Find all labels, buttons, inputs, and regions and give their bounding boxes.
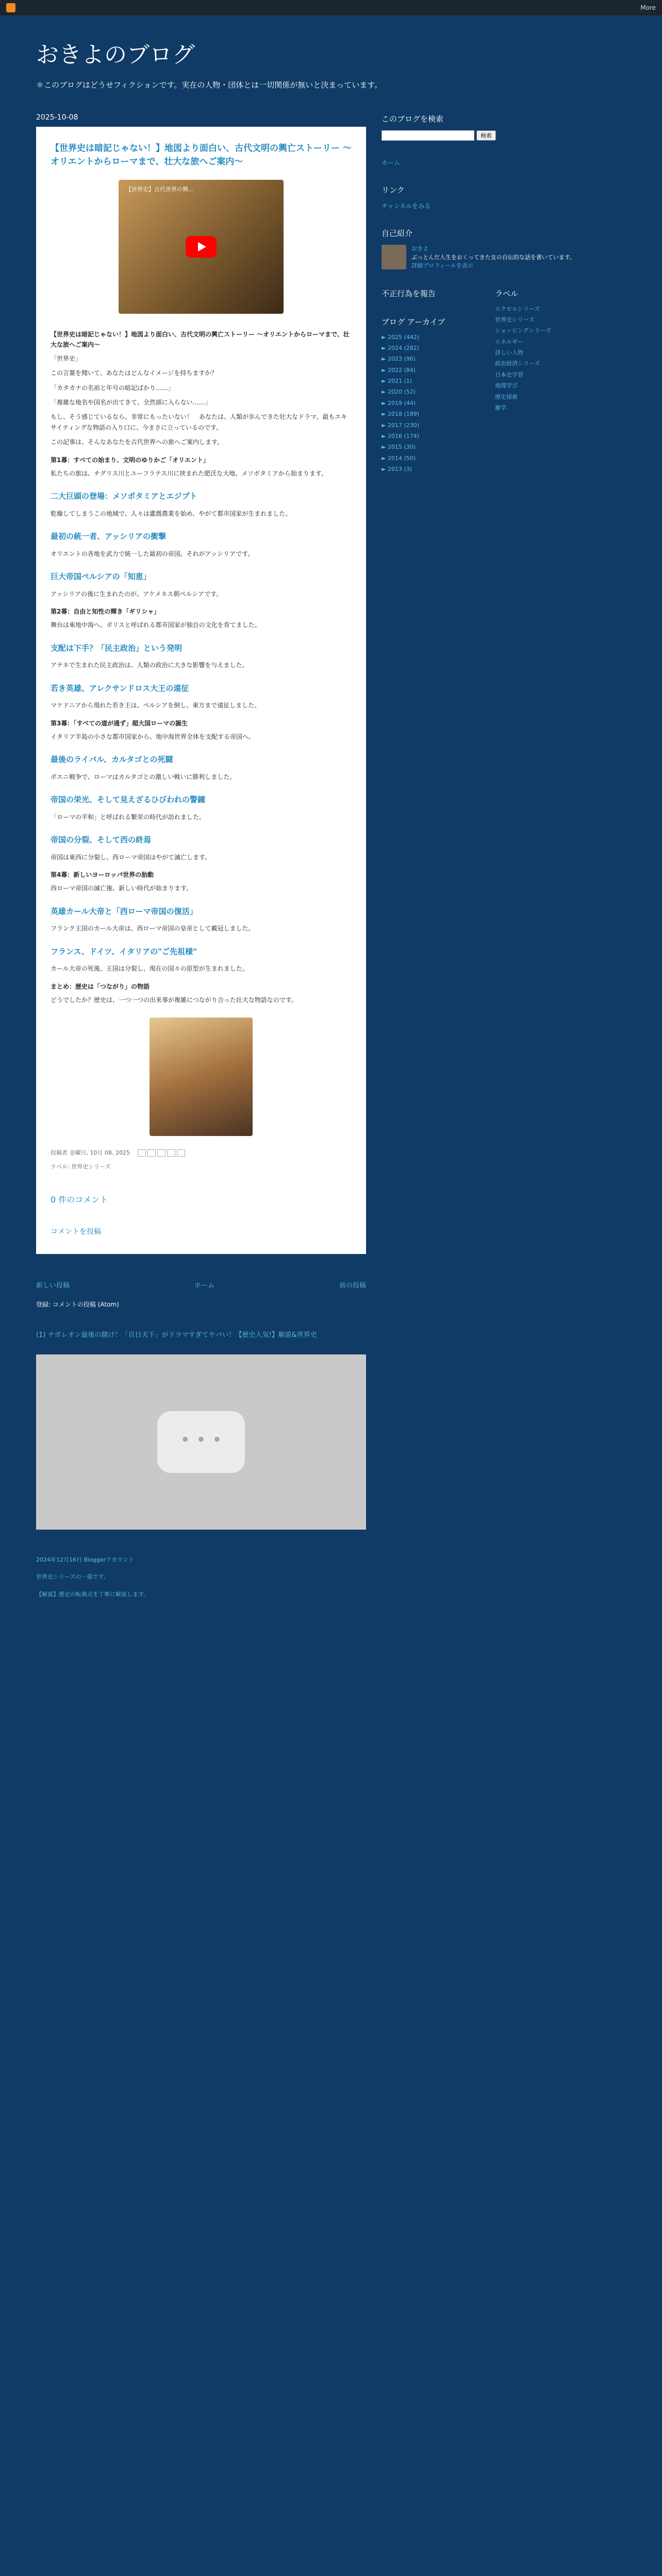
intro-paragraph: 「複雑な地名や国名が出てきて、全然頭に入らない……」 [51, 398, 211, 406]
bottom-text-item[interactable]: 【解説】歴史の転換点を丁寧に解説します。 [36, 1590, 150, 1598]
section-heading: 第1幕：すべての始まり、文明のゆりかご「オリエント」 [51, 456, 209, 464]
intro-paragraph: この記事は、そんなあなたを古代世界への旅へご案内します。 [51, 438, 224, 446]
search-widget-title: このブログを検索 [382, 114, 444, 124]
blog-description: ＊このブログはどうせフィクションです。実在の人物・団体とは一切関係が無いと決まっています。 [36, 80, 383, 90]
section-heading: 帝国の分裂、そして西の終焉 [51, 835, 152, 845]
blog-header [0, 15, 662, 103]
x-share-icon[interactable] [157, 1149, 166, 1157]
section-paragraph: 私たちの旅は、チグリス川とユーフラテス川に挟まれた肥沃な大地、メソポタミアから始まります。 [51, 469, 327, 477]
section-heading: 第3幕：「すべての道が通ず」超大国ローマの誕生 [51, 719, 188, 727]
archive-widget [382, 316, 485, 473]
section-paragraph: どうでしたか？歴史は、一つ一つの出来事が複雑につながり合った壮大な物語なのです。 [51, 996, 297, 1004]
share-buttons [138, 1149, 185, 1157]
illustration-image [150, 1018, 253, 1136]
archive-year-link[interactable]: ► 2023 (96) [382, 355, 416, 363]
archive-title: ブログ アーカイブ [382, 317, 445, 327]
post-footer [51, 1148, 352, 1172]
archive-year-link[interactable]: ► 2021 (1) [382, 378, 412, 385]
section-heading: 帝国の栄光、そして見えざるひびわれの警鐘 [51, 795, 206, 805]
section-paragraph: アッシリアの後に生まれたのが、アケメネス朝ペルシアです。 [51, 590, 223, 598]
section-paragraph: ポエニ戦争で、ローマはカルタゴとの激しい戦いに勝利しました。 [51, 773, 236, 781]
section-heading: 最後のライバル、カルタゴとの死闘 [51, 755, 173, 765]
archive-year-link[interactable]: ► 2022 (84) [382, 366, 416, 374]
intro-paragraph: 「世界史」 [51, 354, 82, 362]
section-paragraph: 帝国は東西に分裂し、西ローマ帝国はやがて滅亡します。 [51, 853, 211, 861]
play-button-icon[interactable] [186, 236, 217, 258]
links-widget-title: リンク [382, 185, 405, 195]
newer-post-link[interactable]: 新しい投稿 [36, 1281, 70, 1290]
section-paragraph: オリエントの各地を武力で統一した最初の帝国、それがアッシリアです。 [51, 550, 254, 557]
profile-link[interactable]: 詳細プロフィールを表示 [411, 262, 473, 269]
section-paragraph: カール大帝の死後、王国は分裂し、現在の国々の原型が生まれました。 [51, 965, 249, 973]
profile-widget-title: 自己紹介 [382, 229, 413, 238]
section-heading: 英雄カール大帝と「西ローマ帝国の復活」 [51, 906, 197, 916]
label-link[interactable]: 世界史シリーズ [495, 316, 535, 323]
email-share-icon[interactable] [138, 1149, 146, 1157]
subscribe-line[interactable]: 登録: コメントの投稿 (Atom) [36, 1300, 119, 1308]
archive-year-link[interactable]: ► 2013 (3) [382, 466, 412, 473]
section-paragraph: 乾燥してしまうこの地域で、人々は灌漑農業を始め、やがて都市国家が生まれました。 [51, 510, 292, 517]
pinterest-share-icon[interactable] [177, 1149, 185, 1157]
intro-paragraph: 「カタカナの名前と年号の暗記ばかり……」 [51, 384, 175, 392]
labels-widget [495, 288, 598, 412]
search-input[interactable] [382, 130, 474, 141]
post-sections [51, 455, 352, 1006]
label-link[interactable]: 詳しい人物 [495, 349, 523, 357]
navbar-more-link[interactable]: More [640, 4, 656, 11]
search-button[interactable]: 検索 [476, 130, 496, 141]
report-abuse-widget [382, 288, 485, 299]
label-link[interactable]: エネルギー [495, 338, 523, 345]
channel-link[interactable]: チャンネルをみる [382, 202, 431, 210]
avatar[interactable] [382, 245, 406, 269]
sidebar [382, 103, 603, 1329]
section-heading: 第4幕：新しいヨーロッパ世界の胎動 [51, 871, 154, 878]
section-heading: 二大巨頭の登場：メソポタミアとエジプト [51, 492, 197, 501]
section-paragraph: イタリア半島の小さな都市国家から、地中海世界全体を支配する帝国へ。 [51, 733, 255, 740]
post-title[interactable]: 【世界史は暗記じゃない！】地図より面白い、古代文明の興亡ストーリー ～オリエントからローマまで、壮大な旅へご案内～ [51, 143, 352, 167]
archive-year-link[interactable]: ► 2019 (44) [382, 399, 416, 406]
post-comment-link[interactable]: コメントを投稿 [51, 1227, 101, 1236]
bottom-video-embed[interactable] [36, 1354, 366, 1530]
label-link[interactable]: 地理学び [495, 382, 518, 389]
blog-share-icon[interactable] [147, 1149, 156, 1157]
archive-year-link[interactable]: ► 2025 (442) [382, 333, 420, 341]
profile-widget [382, 228, 603, 270]
blogger-navbar [0, 0, 662, 15]
intro-paragraph: この言葉を聞いて、あなたはどんなイメージを持ちますか？ [51, 369, 218, 377]
label-link[interactable]: 政治経済シリーズ [495, 360, 540, 367]
archive-list [382, 333, 485, 473]
label-link[interactable]: エクセルシリーズ [495, 305, 540, 312]
post-intro [51, 353, 352, 448]
facebook-share-icon[interactable] [167, 1149, 175, 1157]
video-placeholder-icon [157, 1411, 245, 1473]
post-subtitle: 【世界史は暗記じゃない！】地図より面白い、古代文明の興亡ストーリー ～オリエントからローマまで、壮大な旅へご案内～ [51, 331, 350, 349]
label-link[interactable]: 日本史学習 [495, 371, 523, 378]
profile-text: ぶっとんだ人生をおくってきた女の自伝的な話を書いています。 [411, 253, 575, 261]
youtube-embed[interactable] [119, 180, 284, 314]
section-paragraph: 「ローマの平和」と呼ばれる繁栄の時代が訪れました。 [51, 813, 206, 821]
bottom-video-title[interactable]: (1) ナポレオン最後の賭け！「百日天下」がドラマすぎてヤバい！【歴史人気!】解説&世界史 [36, 1331, 317, 1339]
post-date: 2025-10-08 [36, 113, 78, 122]
archive-year-link[interactable]: ► 2024 (282) [382, 344, 420, 351]
post-labels[interactable]: ラベル: 世界史シリーズ [51, 1163, 111, 1171]
section-heading: 最初の統一者、アッシリアの衝撃 [51, 532, 166, 541]
section-paragraph: アテネで生まれた民主政治は、人類の政治に大きな影響を与えました。 [51, 662, 249, 669]
video-title[interactable]: 【世界史】古代世界の興... [126, 186, 194, 193]
sidebar-home-link[interactable]: ホーム [382, 159, 401, 166]
blog-title[interactable]: おきよのブログ [36, 42, 195, 68]
home-link[interactable]: ホーム [194, 1281, 214, 1290]
archive-year-link[interactable]: ► 2015 (30) [382, 444, 416, 451]
label-link[interactable]: 歴史探索 [495, 393, 518, 400]
section-paragraph: フランク王国のカール大帝は、西ローマ帝国の皇帝として戴冠しました。 [51, 925, 255, 933]
blogger-logo-icon[interactable] [6, 3, 15, 12]
section-heading: 若き英雄、アレクサンドロス大王の遠征 [51, 683, 189, 693]
label-link[interactable]: ショッピングシリーズ [495, 327, 552, 334]
blog-pager [36, 1280, 366, 1290]
label-link[interactable]: 雑学 [495, 404, 506, 412]
intro-paragraph: もし、そう感じているなら、非常にもったいない！ あなたは、人類が歩んできた壮大なドラマ、最もエキサイティングな物語の入り口に、今まさに立っているのです。 [51, 413, 347, 431]
labels-widget-title: ラベル [495, 289, 519, 298]
bottom-section [0, 1329, 662, 1599]
section-paragraph: 舞台は東地中海へ。ポリスと呼ばれる都市国家が独自の文化を育てました。 [51, 621, 261, 629]
archive-year-link[interactable]: ► 2014 (50) [382, 454, 416, 462]
section-heading: フランス、ドイツ、イタリアの"ご先祖様" [51, 946, 197, 956]
bottom-text-item[interactable]: 2024年12月16日 Bloggerアカウント [36, 1556, 134, 1563]
older-post-link[interactable]: 前の投稿 [339, 1281, 366, 1290]
section-heading: 支配は下手？「民主政治」という発明 [51, 643, 183, 653]
bottom-text-list [36, 1555, 366, 1599]
archive-year-link[interactable]: ► 2016 (174) [382, 433, 420, 440]
bottom-text-item[interactable]: 世界史シリーズの一部です。 [36, 1573, 109, 1581]
archive-year-link[interactable]: ► 2020 (52) [382, 388, 416, 396]
post-author-date[interactable]: 投稿者 金曜日, 10月 08, 2025 [51, 1149, 130, 1157]
links-widget [382, 184, 603, 210]
section-paragraph: 西ローマ帝国の滅亡後、新しい時代が始まります。 [51, 885, 193, 892]
home-widget [382, 158, 603, 167]
section-heading: まとめ：歴史は「つながり」の物語 [51, 982, 150, 990]
search-widget [382, 113, 603, 141]
main-column [36, 103, 366, 1329]
profile-name[interactable]: おきよ [411, 245, 428, 252]
comments-heading: 0 件のコメント [51, 1194, 108, 1205]
archive-year-link[interactable]: ► 2018 (189) [382, 411, 420, 418]
report-abuse-title[interactable]: 不正行為を報告 [382, 289, 436, 298]
blog-post [36, 127, 366, 1254]
archive-year-link[interactable]: ► 2017 (230) [382, 421, 420, 429]
section-paragraph: マケドニアから現れた若き王は、ペルシアを倒し、東方まで遠征しました。 [51, 702, 261, 709]
section-heading: 第2幕：自由と知性の輝き「ギリシャ」 [51, 607, 160, 615]
section-heading: 巨大帝国ペルシアの「知恵」 [51, 572, 151, 582]
labels-list [495, 305, 598, 412]
